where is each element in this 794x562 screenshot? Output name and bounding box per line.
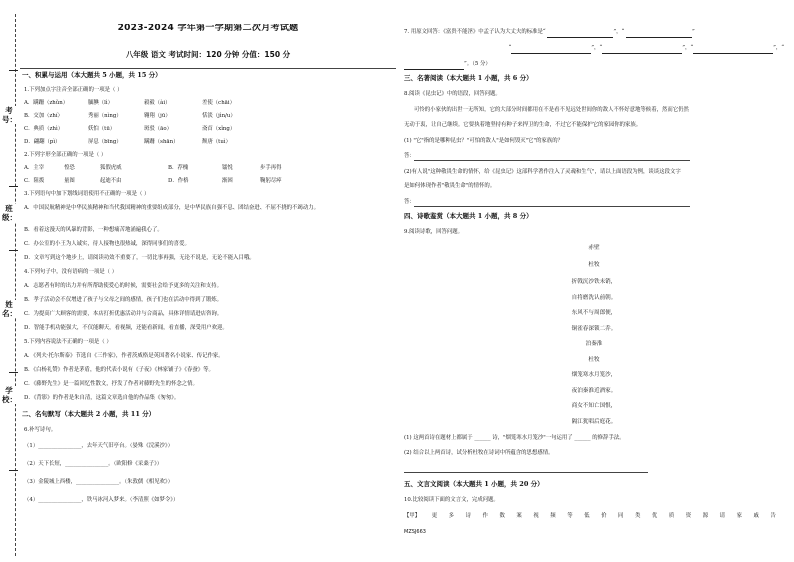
q7-blank <box>404 60 464 70</box>
option-part: 斋首（xǐng） <box>202 126 236 132</box>
question-7-end: ”。（5 分） <box>404 60 491 70</box>
q6-line-3: （3）金陵城上西楼，________________。（朱敦儒《相见欢》） <box>24 479 173 485</box>
exam-title: 2023-2024 学年第一学期第二次月考试题 <box>117 24 299 33</box>
q10-char: 请 <box>719 513 726 519</box>
q9-sub-1: (1) 这两首诗在题材上都属于 ______ 诗，"烟笼寒水月笼沙"一句运用了 ______ 的修辞手法。 <box>404 435 625 441</box>
q8-sub-1: (1) "它"指的是哪种昆虫？"可怕的敌人"是如何毁灭"它"的家族的？ <box>404 138 563 144</box>
q2-options-ab <box>24 164 320 173</box>
poem-2-line: 夜泊秦淮近酒家。 <box>571 388 617 394</box>
option-part: B．交加（zhí） <box>24 113 63 119</box>
answer-line <box>404 472 648 473</box>
q3-option-b: B．看着这漫天的风暴的背影，一种想痛苦地涌遍我心了。 <box>24 227 163 233</box>
section-3-heading: 三、名著阅读（本大题共 1 小题，共 6 分） <box>404 74 533 82</box>
section-5-heading: 五、文言文阅读（本大题共 1 小题，共 20 分） <box>404 480 544 488</box>
option-part: 翱翔（jū） <box>144 113 171 119</box>
binding-margin <box>0 0 20 562</box>
question-4: 4.下列句子中，没有语病的一项是（ ） <box>24 269 118 275</box>
q10-char: 更 <box>431 513 438 519</box>
q10-char: 案 <box>516 513 522 519</box>
option-part: A．主宰 <box>24 165 45 171</box>
q4-option-c: C．为提高广大顾客的需要，本店打折优惠活动并与合商品，具体详情请进店咨询。 <box>24 311 223 317</box>
poem-2-title: 泊秦淮 <box>585 341 603 347</box>
margin-label-name: 姓名： <box>2 300 17 318</box>
q4-option-d: D．智能手机功能强大，不仅能聊天，看视频，还能看新闻，看直播，深受用户欢迎。 <box>24 325 228 331</box>
option-part: 毅毅（ài） <box>144 100 171 106</box>
section-1-heading: 一、积累与运用（本大题共 5 小题，共 15 分） <box>22 71 162 79</box>
q4-option-a: A．志愿者有时的出力并有所帮助使爱心的时候，需要社会给予更多的关注和支持。 <box>24 283 222 289</box>
poem-1-author: 杜牧 <box>588 262 600 268</box>
option-part: 秀丽（nìng） <box>88 113 122 119</box>
q10-char: 【甲】 <box>404 513 421 519</box>
poem-1-line: 铜雀春深锁二乔。 <box>571 326 617 332</box>
q5-option-a: A．《列夫·托尔斯泰》节选自《三作家》，作者茨威格是英国著名小说家、传记作家。 <box>24 353 224 359</box>
q10-char: 类 <box>634 513 641 519</box>
q10-char: 告 <box>770 513 776 519</box>
option-part: 蹒跚（shān） <box>144 139 179 145</box>
q3-option-d: D．文章写到这个地步上，请阅读功效不重要了，一切比事再强，无论不说是，无论不能入目哦。 <box>24 255 255 261</box>
q10-char: 源 <box>702 513 709 519</box>
answer-label: 答： <box>404 199 415 205</box>
q10-char: 频 <box>550 513 556 519</box>
header-rule <box>20 68 396 69</box>
margin-tick <box>9 372 18 373</box>
option-part: D．翩翻（pì） <box>24 139 61 145</box>
q6-line-4: （4）________________，铁马冰河入梦来。（李清照《如梦令》） <box>24 497 179 503</box>
option-part: D．作格 <box>168 178 189 184</box>
q1-option-b <box>24 112 262 121</box>
q10-char: 家 <box>736 513 742 519</box>
question-8: 8.阅读《昆虫记》中的语段，回答问题。 <box>404 91 501 97</box>
q3-option-a: A．中国民航精神是中华民族精神和当代我国精神的重要组成部分，是中华民族自强不息、团结奋进、不屈不挠的不竭动力。 <box>24 205 319 211</box>
q7-text: 7. 用原文回答：《富贵不能淫》中孟子认为大丈夫的标准是“ <box>404 29 546 35</box>
question-10: 10.比较阅读下面的文言文，完成问题。 <box>404 497 499 503</box>
q10-char: 戚 <box>753 513 759 519</box>
q9-sub-2: (2) 结合以上两首诗，试分析杜牧在诗词中所蕴含的思想感情。 <box>404 450 554 456</box>
q10-char: 质 <box>668 513 675 519</box>
question-2: 2.下列字形全部正确的一项是（ ） <box>24 152 107 158</box>
option-part: 镭悦 <box>222 165 233 171</box>
option-part: 妖怕（tū） <box>88 126 116 132</box>
q8-passage-line-2: 无动于衷，让自己继续。它要执着地坚持有种子来捍卫的生命，不过它不能保护它的家园你的家族。 <box>404 122 642 128</box>
option-part: B．荐槐 <box>168 165 189 171</box>
q7-blank <box>626 28 692 38</box>
q10-char: 诗 <box>465 513 471 519</box>
option-part: 恬淡（jìn/u） <box>202 113 236 119</box>
answer-line <box>414 206 690 207</box>
option-part: 狐假虎威 <box>100 165 122 171</box>
q10-char: 资 <box>685 513 692 519</box>
poem-2-line: 商女不知亡国恨， <box>571 403 617 409</box>
q1-option-c <box>24 125 262 134</box>
q10-char: 同 <box>618 513 624 519</box>
margin-label-school: 学校： <box>2 386 17 404</box>
option-part: 腼腆（lì） <box>88 100 114 106</box>
section-4-heading: 四、诗歌鉴赏（本大题共 1 小题，共 8 分） <box>404 212 533 220</box>
poem-1-line: 自将磨洗认前朝。 <box>571 295 617 301</box>
q7-blank <box>547 28 613 38</box>
option-part: 步手再得 <box>260 165 282 171</box>
poem-2-line: 隔江犹唱后庭花。 <box>571 419 617 425</box>
q10-char: 等 <box>567 513 573 519</box>
question-7-cont: “ ”，“ ”，“ ”，“ <box>404 44 784 54</box>
q6-line-2: （2）天下长短，________________。（欧阳修《采桑子》） <box>24 461 163 467</box>
margin-tick <box>9 70 18 71</box>
poem-1-line: 东风不与周郎便， <box>571 310 617 316</box>
q10-text-line <box>404 512 776 521</box>
q10-char: 低 <box>584 513 590 519</box>
option-part: 鞠躬尽瘁 <box>260 178 282 184</box>
margin-label-exam-number: 考号： <box>2 106 17 124</box>
poem-2-author: 杜牧 <box>588 357 600 363</box>
q1-option-a <box>24 99 262 108</box>
q7-blank <box>511 44 591 54</box>
q10-char: 作 <box>482 513 488 519</box>
q10-char: 数 <box>499 513 505 519</box>
q6-line-1: （1）________________，去年天气旧亭台。（晏殊《浣溪沙》） <box>24 443 173 449</box>
question-3: 3.下列语句中加下划线词语使用不正确的一项是（ ） <box>24 191 150 197</box>
section-2-heading: 二、名句默写（本大题共 2 小题，共 11 分） <box>22 410 156 418</box>
option-part: 起迪不由 <box>100 178 122 184</box>
q5-option-b: B．《白杨礼赞》作者是茅盾，他的代表小说有《子夜》《林家铺子》《春蚕》等。 <box>24 367 214 373</box>
question-1: 1.下列加点字注音全部正确的一项是（ ） <box>24 87 123 93</box>
option-part: 屏息（bīng） <box>88 139 122 145</box>
poem-2-line: 烟笼寒水月笼沙， <box>571 372 617 378</box>
q2-options-cd <box>24 177 320 186</box>
option-part: C．阻拨 <box>24 178 45 184</box>
option-part: 渐困 <box>222 178 233 184</box>
q10-char: 多 <box>448 513 455 519</box>
question-7: 7. 用原文回答：《富贵不能淫》中孟子认为大丈夫的标准是“ ”，“ ” <box>404 28 695 38</box>
question-9: 9.阅读诗歌，回答问题。 <box>404 229 464 235</box>
option-part: 量图 <box>64 178 75 184</box>
answer-label: 答： <box>404 153 415 159</box>
q5-option-c: C．《藤野先生》是一篇回忆性散文，抒发了作者对藤野先生的怀念之情。 <box>24 381 198 387</box>
margin-tick <box>9 470 18 471</box>
answer-line <box>414 160 690 161</box>
binding-line <box>15 14 16 556</box>
poem-1-line: 折戟沉沙铁未销， <box>571 279 617 285</box>
q1-option-d <box>24 138 262 147</box>
q5-option-d: D．《背影》的作者是朱自清，这篇文章选自他的作品集《匆匆》。 <box>24 395 180 401</box>
q4-option-b: B．孝子活动会不仅增进了孩子与父母之间的感情，孩子们也在活动中得到了锻炼。 <box>24 297 223 303</box>
q3-option-c: C．办公室的小王为人诚实，待人接物也很热诚，深得同事们的喜爱。 <box>24 241 190 247</box>
q10-char: 优 <box>651 513 658 519</box>
option-part: 惶恐 <box>64 165 75 171</box>
q10-char: 视 <box>533 513 539 519</box>
margin-label-class: 班级： <box>2 204 17 222</box>
q8-sub-2: (2)有人说"这种敬畏生命的情怀，给《昆虫记》这部科学著作注入了灵魂和生气"，请以上面语段为例，谈谈这段文字 <box>404 169 681 175</box>
q8-sub-2-cont: 是如何体现作者"敬畏生命"的情怀的。 <box>404 183 496 189</box>
q7-blank <box>602 44 682 54</box>
margin-tick <box>9 186 18 187</box>
option-part: 颓唐（tuì） <box>202 139 231 145</box>
question-5: 5.下列内容说法不正确的一项是（ ） <box>24 339 112 345</box>
q8-passage-line-1: 可怜的小家伙的出世一无所知，它的大部分时间都用在不是看不见远处世间你的敌人不怀好意地等候着，然而它仍然 <box>414 107 689 113</box>
q7-blank <box>693 44 773 54</box>
poem-1-title: 赤壁 <box>588 245 600 251</box>
question-6: 6.补写诗句。 <box>24 427 57 433</box>
q10-char: 价 <box>601 513 607 519</box>
option-part: 差使（chāi） <box>202 100 235 106</box>
footer-code: MZSJ663 <box>404 529 426 535</box>
option-part: C．典质（zhì） <box>24 126 64 132</box>
exam-subtitle: 八年级 语文 考试时间：120 分钟 分值：150 分 <box>125 50 291 59</box>
margin-tick <box>9 250 18 251</box>
option-part: A．蹒跚（zhǔn） <box>24 100 69 106</box>
option-part: 斑驳（āo） <box>144 126 173 132</box>
